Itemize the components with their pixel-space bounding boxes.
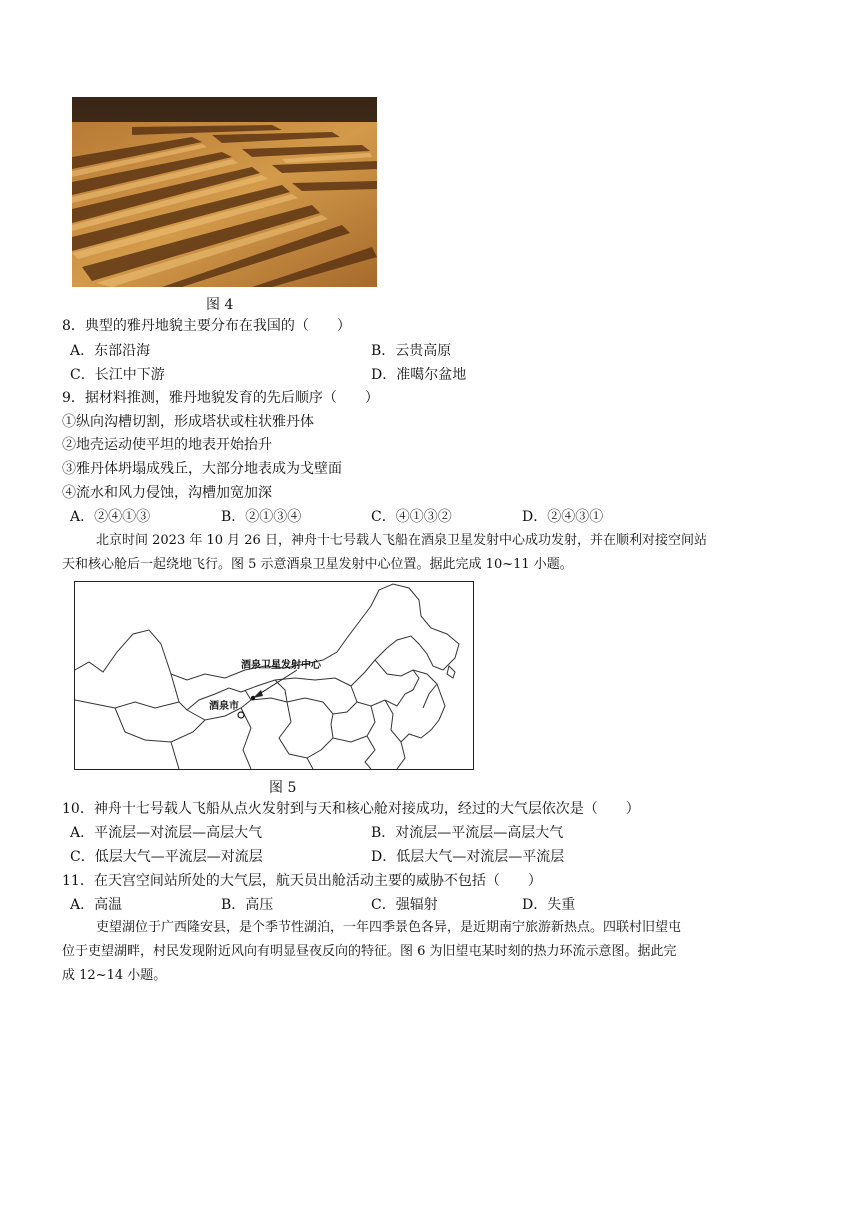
passage-12-14-line-1: 吏望湖位于广西隆安县，是个季节性湖泊，一年四季景色各异，是近期南宁旅游新热点。四联村旧望屯 — [96, 920, 682, 935]
passage-10-11-line-2: 天和核心舱后一起绕地飞行。图 5 示意酒泉卫星发射中心位置。据此完成 10~11 小题。 — [62, 557, 573, 572]
q8-option-b: B．云贵高原 — [371, 343, 452, 359]
q8-option-a: A．东部沿海 — [70, 343, 151, 359]
map-label-jiuquan-city: 酒泉市 — [209, 701, 239, 712]
q10-option-c: C．低层大气—平流层—对流层 — [70, 849, 263, 865]
q11-option-a: A．高温 — [70, 897, 123, 913]
q8-stem: 8．典型的雅丹地貌主要分布在我国的（ ） — [62, 318, 351, 334]
passage-12-14-line-2: 位于吏望湖畔，村民发现附近风向有明显昼夜反向的特征。图 6 为旧望屯某时刻的热力环流示意图。据此完 — [62, 944, 677, 959]
q9-option-b: B．②①③④ — [221, 509, 302, 525]
q9-item-1: ①纵向沟槽切割，形成塔状或柱状雅丹体 — [62, 414, 314, 430]
q9-option-c: C．④①③② — [371, 509, 452, 525]
q11-stem: 11．在天宫空间站所处的大气层，航天员出舱活动主要的威胁不包括（ ） — [62, 873, 542, 889]
q11-option-d: D．失重 — [522, 897, 576, 913]
map-label-launch-center: 酒泉卫星发射中心 — [241, 660, 321, 671]
q9-option-d: D．②④③① — [522, 509, 604, 525]
q10-stem: 10．神舟十七号载人飞船从点火发射到与天和核心舱对接成功，经过的大气层依次是（ ） — [62, 801, 640, 817]
q11-option-b: B．高压 — [221, 897, 274, 913]
q10-option-d: D．低层大气—对流层—平流层 — [371, 849, 565, 865]
q10-option-a: A．平流层—对流层—高层大气 — [70, 825, 263, 841]
q9-option-a: A．②④①③ — [70, 509, 151, 525]
q11-option-c: C．强辐射 — [371, 897, 438, 913]
q9-stem: 9．据材料推测，雅丹地貌发育的先后顺序（ ） — [62, 390, 379, 406]
q9-item-2: ②地壳运动使平坦的地表开始抬升 — [62, 437, 272, 453]
yardang-photo — [72, 97, 377, 287]
q9-item-4: ④流水和风力侵蚀，沟槽加宽加深 — [62, 485, 272, 501]
q10-option-b: B．对流层—平流层—高层大气 — [371, 825, 564, 841]
passage-10-11-line-1: 北京时间 2023 年 10 月 26 日，神舟十七号载人飞船在酒泉卫星发射中心成功发射，并在顺利对接空间站 — [96, 533, 707, 548]
figure-4-caption: 图 4 — [206, 297, 234, 313]
q8-option-d: D．准噶尔盆地 — [371, 367, 467, 383]
q8-option-c: C．长江中下游 — [70, 367, 165, 383]
figure-5-caption: 图 5 — [269, 780, 297, 796]
passage-12-14-line-3: 成 12~14 小题。 — [62, 968, 167, 983]
q9-item-3: ③雅丹体坍塌成残丘，大部分地表成为戈壁面 — [62, 461, 342, 477]
jiuquan-location-map — [74, 581, 474, 770]
